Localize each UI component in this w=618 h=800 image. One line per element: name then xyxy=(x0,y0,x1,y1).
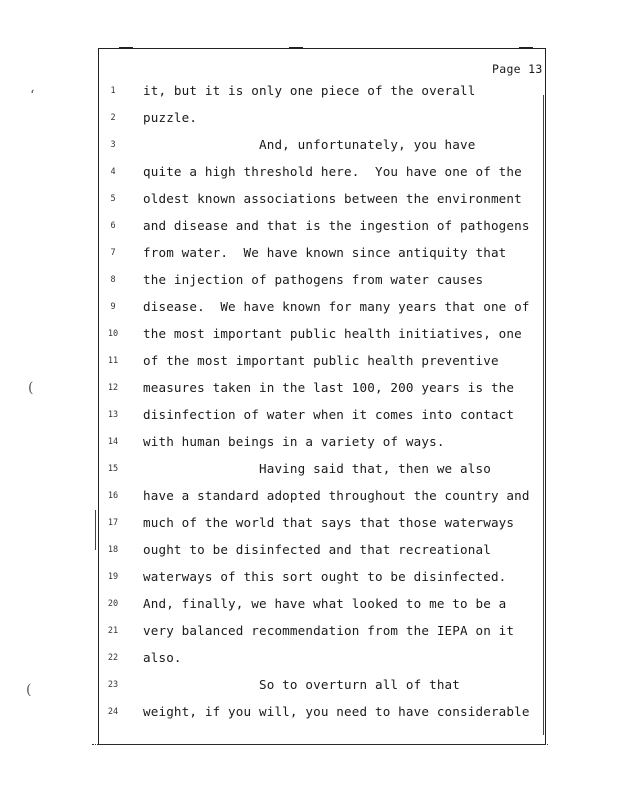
line-text: puzzle. xyxy=(143,110,198,125)
line-number: 4 xyxy=(110,167,116,177)
line-number: 3 xyxy=(110,140,116,150)
line-number: 15 xyxy=(107,464,119,474)
line-number: 16 xyxy=(107,491,119,501)
line-number: 14 xyxy=(107,437,119,447)
line-text: of the most important public health preventive xyxy=(143,353,499,368)
transcript-line xyxy=(0,272,618,290)
line-number: 22 xyxy=(107,653,119,663)
line-text: the injection of pathogens from water causes xyxy=(143,272,484,287)
line-text: And, finally, we have what looked to me to be a xyxy=(143,596,507,611)
line-text: quite a high threshold here. You have one of the xyxy=(143,164,522,179)
line-number: 24 xyxy=(107,707,119,717)
line-number: 18 xyxy=(107,545,119,555)
line-number: 19 xyxy=(107,572,119,582)
line-text: also. xyxy=(143,650,182,665)
line-text: from water. We have known since antiquity that xyxy=(143,245,507,260)
transcript-line xyxy=(0,434,618,452)
transcript-line xyxy=(0,515,618,533)
page-number: Page 13 xyxy=(492,62,543,76)
transcript-line xyxy=(0,542,618,560)
line-text: waterways of this sort ought to be disinfected. xyxy=(143,569,507,584)
line-text: the most important public health initiatives, one xyxy=(143,326,522,341)
transcript-line xyxy=(0,218,618,236)
line-text: very balanced recommendation from the IEPA on it xyxy=(143,623,515,638)
line-text: it, but it is only one piece of the overall xyxy=(143,83,476,98)
line-number: 23 xyxy=(107,680,119,690)
line-number: 11 xyxy=(107,356,119,366)
transcript-line xyxy=(0,137,618,155)
transcript-line xyxy=(0,353,618,371)
transcript-line xyxy=(0,407,618,425)
line-text: have a standard adopted throughout the country and xyxy=(143,488,530,503)
line-text: disease. We have known for many years that one of xyxy=(143,299,530,314)
line-number: 10 xyxy=(107,329,119,339)
transcript-line xyxy=(0,677,618,695)
line-number: 17 xyxy=(107,518,119,528)
transcript-line xyxy=(0,326,618,344)
line-number: 5 xyxy=(110,194,116,204)
line-text: measures taken in the last 100, 200 years is the xyxy=(143,380,515,395)
transcript-line xyxy=(0,191,618,209)
line-number: 9 xyxy=(110,302,116,312)
transcript-line xyxy=(0,245,618,263)
line-text: So to overturn all of that xyxy=(143,677,461,692)
margin-scan-mark: ( xyxy=(26,682,32,698)
line-text: And, unfortunately, you have xyxy=(143,137,476,152)
line-number: 6 xyxy=(110,221,116,231)
line-text: and disease and that is the ingestion of pathogens xyxy=(143,218,530,233)
transcript-line xyxy=(0,596,618,614)
line-text: Having said that, then we also xyxy=(143,461,491,476)
transcript-line xyxy=(0,623,618,641)
line-number: 21 xyxy=(107,626,119,636)
transcript-line xyxy=(0,650,618,668)
line-number: 13 xyxy=(107,410,119,420)
line-text: weight, if you will, you need to have considerable xyxy=(143,704,530,719)
line-number: 2 xyxy=(110,113,116,123)
transcript-line xyxy=(0,488,618,506)
line-number: 1 xyxy=(110,86,116,96)
margin-scan-mark: ʻ xyxy=(30,88,35,104)
margin-scan-mark: ( xyxy=(28,380,34,396)
line-number: 8 xyxy=(110,275,116,285)
transcript-line xyxy=(0,380,618,398)
line-text: oldest known associations between the environment xyxy=(143,191,522,206)
transcript-line xyxy=(0,569,618,587)
transcript-line xyxy=(0,83,618,101)
line-text: disinfection of water when it comes into contact xyxy=(143,407,515,422)
line-number: 20 xyxy=(107,599,119,609)
transcript-line xyxy=(0,299,618,317)
transcript-line xyxy=(0,164,618,182)
line-text: much of the world that says that those waterways xyxy=(143,515,515,530)
transcript-line xyxy=(0,110,618,128)
line-text: with human beings in a variety of ways. xyxy=(143,434,445,449)
transcript-line xyxy=(0,461,618,479)
line-text: ought to be disinfected and that recreational xyxy=(143,542,491,557)
transcript-line xyxy=(0,704,618,722)
line-number: 7 xyxy=(110,248,116,258)
line-number: 12 xyxy=(107,383,119,393)
